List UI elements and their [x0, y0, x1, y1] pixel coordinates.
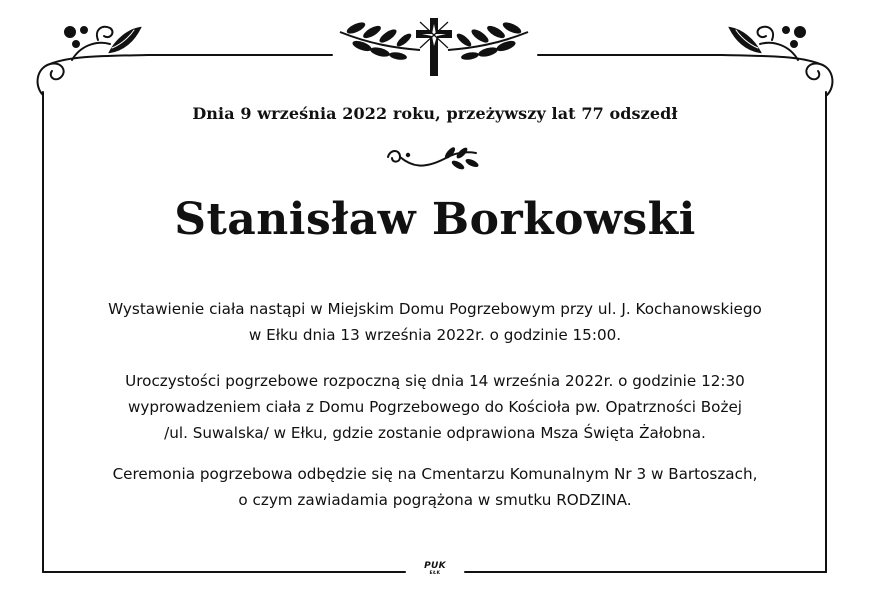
ceremony-line: Uroczystości pogrzebowe rozpoczną się dnia 14 września 2022r. o godzinie 12:30 — [125, 372, 745, 390]
burial-line: Ceremonia pogrzebowa odbędzie się na Cmentarzu Komunalnym Nr 3 w Bartoszach, — [112, 465, 758, 483]
viewing-line: Wystawienie ciała nastąpi w Miejskim Domu Pogrzebowym przy ul. J. Kochanowskiego — [108, 300, 762, 318]
viewing-paragraph — [40, 296, 830, 348]
company-logo — [418, 562, 452, 576]
cross-laurel-icon — [340, 18, 528, 76]
ceremony-paragraph — [40, 368, 830, 446]
death-announcement-headline: Dnia 9 września 2022 roku, przeżywszy lat 77 odszedł — [192, 104, 678, 123]
corner-ornament-left-icon — [38, 27, 148, 95]
logo-sub-text: EŁK — [429, 571, 441, 576]
ceremony-line: /ul. Suwalska/ w Ełku, gdzie zostanie odprawiona Msza Święta Żałobna. — [164, 424, 706, 442]
burial-line: o czym zawiadamia pogrążona w smutku RODZINA. — [238, 491, 632, 509]
ceremony-line: wyprowadzeniem ciała z Domu Pogrzebowego do Kościoła pw. Opatrzności Bożej — [127, 398, 743, 416]
logo-main-text: PUK — [424, 561, 446, 571]
burial-paragraph — [40, 461, 830, 513]
flourish-divider-icon — [384, 141, 486, 177]
deceased-name: Stanisław Borkowski — [174, 194, 696, 245]
corner-ornament-right-icon — [722, 27, 832, 95]
viewing-line: w Ełku dnia 13 września 2022r. o godzinie 15:00. — [248, 326, 622, 344]
